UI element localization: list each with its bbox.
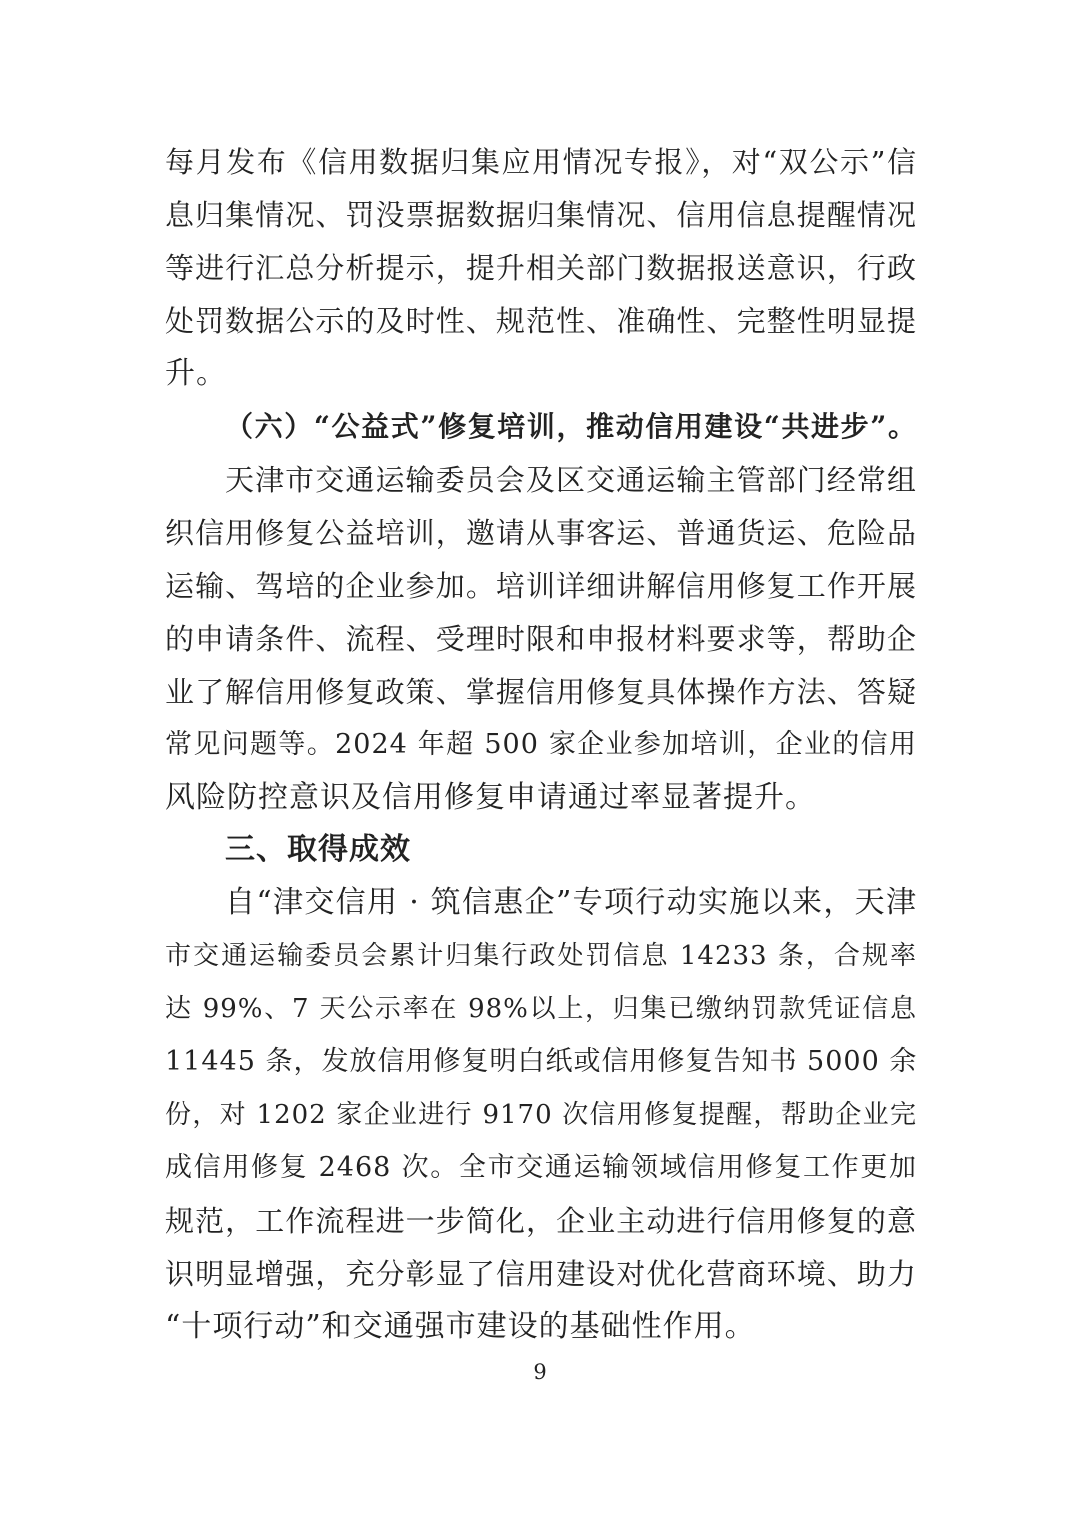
paragraph-line: 的申请条件、流程、受理时限和申报材料要求等，帮助企	[165, 622, 917, 656]
paragraph-line: 风险防控意识及信用修复申请通过率显著提升。	[165, 780, 816, 815]
paragraph-line: 成信用修复 2468 次。全市交通运输领域信用修复工作更加	[165, 1152, 917, 1183]
paragraph-line: 规范，工作流程进一步简化，企业主动进行信用修复的意	[165, 1204, 917, 1238]
paragraph-line: 每月发布《信用数据归集应用情况专报》，对“双公示”信	[165, 145, 917, 179]
paragraph-line: 达 99%、7 天公示率在 98%以上，归集已缴纳罚款凭证信息	[165, 994, 917, 1024]
paragraph-line: 常见问题等。2024 年超 500 家企业参加培训，企业的信用	[165, 729, 917, 760]
paragraph-line: 等进行汇总分析提示，提升相关部门数据报送意识，行政	[165, 251, 917, 285]
paragraph-line: 业了解信用修复政策、掌握信用修复具体操作方法、答疑	[165, 675, 917, 709]
paragraph-line: 识明显增强，充分彰显了信用建设对优化营商环境、助力	[165, 1257, 917, 1291]
paragraph-line: “十项行动”和交通强市建设的基础性作用。	[165, 1309, 756, 1344]
paragraph-line: 天津市交通运输委员会及区交通运输主管部门经常组	[225, 463, 917, 497]
chapter-heading: 三、取得成效	[225, 832, 411, 867]
paragraph-line: 11445 条，发放信用修复明白纸或信用修复告知书 5000 余	[165, 1046, 918, 1077]
paragraph-line: 运输、驾培的企业参加。培训详细讲解信用修复工作开展	[165, 569, 917, 603]
paragraph-line: 份，对 1202 家企业进行 9170 次信用修复提醒，帮助企业完	[165, 1100, 917, 1130]
paragraph-line: 升。	[165, 356, 227, 391]
paragraph-line: 息归集情况、罚没票据数据归集情况、信用信息提醒情况	[165, 198, 917, 232]
page-number: 9	[533, 1360, 547, 1384]
paragraph-line: 市交通运输委员会累计归集行政处罚信息 14233 条，合规率	[165, 941, 917, 971]
paragraph-line: 织信用修复公益培训，邀请从事客运、普通货运、危险品	[165, 516, 917, 550]
paragraph-line: 处罚数据公示的及时性、规范性、准确性、完整性明显提	[165, 304, 917, 338]
paragraph-line: 自“津交信用 · 筑信惠企”专项行动实施以来，天津	[225, 885, 917, 920]
section-heading: （六）“公益式”修复培训，推动信用建设“共进步”。	[225, 410, 917, 443]
